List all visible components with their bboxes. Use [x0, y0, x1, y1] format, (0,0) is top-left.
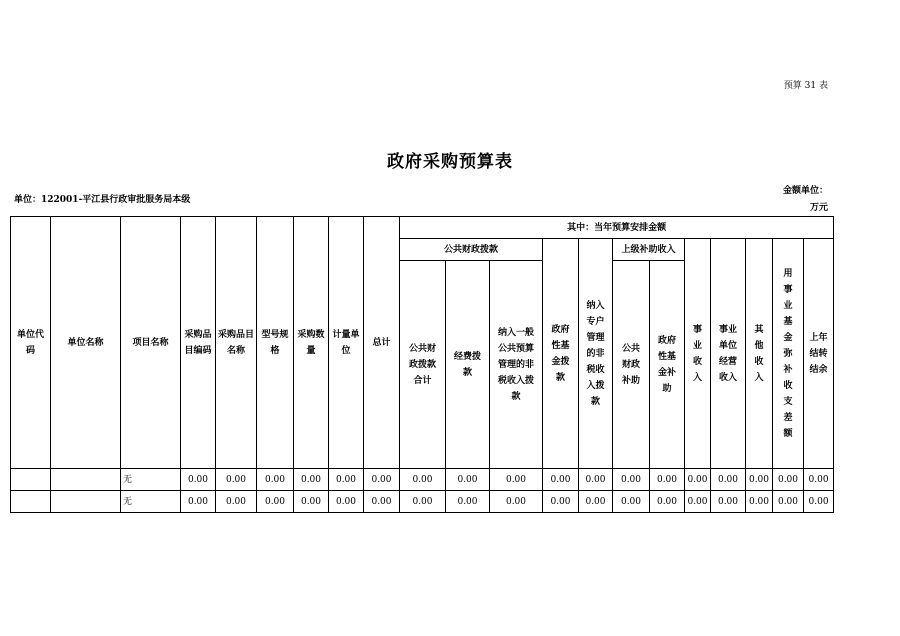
- header-quantity: 采购数量: [294, 217, 329, 469]
- header-expense-appropriation-text: 经费拨款: [453, 351, 481, 378]
- cell-value: 0.00: [579, 491, 613, 513]
- header-upper-subsidy-group: 上级补助收入: [613, 239, 685, 261]
- cell-value: 0.00: [257, 469, 294, 491]
- header-expense-appropriation: [446, 261, 490, 469]
- header-nontax-special: [579, 239, 613, 469]
- cell-unit-code: [11, 491, 51, 513]
- header-fund-balance-text: 用事业基金弥补收支差额: [783, 268, 793, 439]
- header-other-income: [746, 239, 773, 469]
- header-prior-year-balance: [804, 239, 834, 469]
- header-gov-fund-subsidy-text: 政府性基金补助: [657, 335, 676, 394]
- table-row: [11, 469, 834, 491]
- cell-value: 0.00: [181, 469, 216, 491]
- cell-value: 0.00: [400, 469, 446, 491]
- amount-unit-label: 金额单位：: [782, 186, 828, 196]
- cell-unit-name: [51, 469, 121, 491]
- cell-value: 0.00: [579, 469, 613, 491]
- header-public-finance-group: 公共财政拨款: [400, 239, 543, 261]
- cell-value: 0.00: [773, 469, 804, 491]
- cell-value: 0.00: [490, 469, 543, 491]
- header-item-name: 采购品目名称: [216, 217, 257, 469]
- header-unit-name: 单位名称: [51, 217, 121, 469]
- header-public-finance-total: [400, 261, 446, 469]
- cell-value: 0.00: [746, 469, 773, 491]
- cell-value: 0.00: [804, 469, 834, 491]
- header-row-1: [11, 217, 834, 239]
- cell-value: 0.00: [364, 469, 400, 491]
- table-row: [11, 491, 834, 513]
- header-operating-income: [711, 239, 746, 469]
- header-item-code: 采购品目编码: [181, 217, 216, 469]
- cell-value: 0.00: [685, 491, 711, 513]
- cell-value: 0.00: [294, 469, 329, 491]
- procurement-budget-table: [10, 216, 834, 513]
- cell-value: 0.00: [181, 491, 216, 513]
- amount-unit: [783, 183, 828, 217]
- cell-value: 0.00: [446, 469, 490, 491]
- cell-value: 0.00: [746, 491, 773, 513]
- header-public-finance-subsidy: [613, 261, 650, 469]
- cell-value: 0.00: [294, 491, 329, 513]
- header-other-income-text: 其他收入: [754, 324, 764, 383]
- unit-label: 单位：122001-平江县行政审批服务局本级: [14, 195, 191, 205]
- header-business-income: [685, 239, 711, 469]
- header-nontax-in-budget: [490, 261, 543, 469]
- header-gov-fund-subsidy: [650, 261, 685, 469]
- cell-value: 0.00: [804, 491, 834, 513]
- cell-value: 0.00: [773, 491, 804, 513]
- cell-value: 0.00: [329, 491, 364, 513]
- header-gov-fund-text: 政府性基金拨款: [551, 324, 570, 383]
- header-gov-fund: [543, 239, 579, 469]
- cell-value: 0.00: [216, 491, 257, 513]
- header-model-spec: 型号规格: [257, 217, 294, 469]
- cell-value: 0.00: [650, 491, 685, 513]
- cell-value: 0.00: [685, 469, 711, 491]
- header-measure-unit: 计量单位: [329, 217, 364, 469]
- form-number: 预算 31 表: [783, 81, 828, 91]
- header-public-finance-total-text: 公共财政拨款合计: [408, 343, 436, 386]
- cell-value: 0.00: [329, 469, 364, 491]
- cell-value: 0.00: [650, 469, 685, 491]
- header-current-year-group: 其中：当年预算安排金额: [400, 217, 834, 239]
- cell-project-name: 无: [121, 491, 181, 513]
- cell-value: 0.00: [446, 491, 490, 513]
- cell-value: 0.00: [613, 491, 650, 513]
- header-prior-year-balance-text: 上年结转结余: [809, 332, 828, 375]
- cell-value: 0.00: [490, 491, 543, 513]
- cell-value: 0.00: [364, 491, 400, 513]
- cell-value: 0.00: [613, 469, 650, 491]
- header-project-name: 项目名称: [121, 217, 181, 469]
- page-title: 政府采购预算表: [387, 152, 513, 172]
- cell-unit-code: [11, 469, 51, 491]
- header-nontax-special-text: 纳入专户管理的非税收入拨款: [586, 300, 605, 407]
- header-operating-income-text: 事业单位经营收入: [718, 324, 737, 383]
- header-nontax-in-budget-text: 纳入一般公共预算管理的非税收入拨款: [497, 327, 534, 402]
- amount-unit-value: 万元: [809, 203, 828, 213]
- cell-value: 0.00: [711, 491, 746, 513]
- cell-value: 0.00: [257, 491, 294, 513]
- header-unit-code: 单位代码: [11, 217, 51, 469]
- header-public-finance-subsidy-text: 公共财政补助: [621, 343, 640, 386]
- cell-value: 0.00: [543, 491, 579, 513]
- cell-value: 0.00: [400, 491, 446, 513]
- cell-value: 0.00: [543, 469, 579, 491]
- header-business-income-text: 事业收入: [692, 324, 702, 383]
- cell-project-name: 无: [121, 469, 181, 491]
- header-total: 总计: [364, 217, 400, 469]
- header-fund-balance: [773, 239, 804, 469]
- cell-unit-name: [51, 491, 121, 513]
- cell-value: 0.00: [711, 469, 746, 491]
- cell-value: 0.00: [216, 469, 257, 491]
